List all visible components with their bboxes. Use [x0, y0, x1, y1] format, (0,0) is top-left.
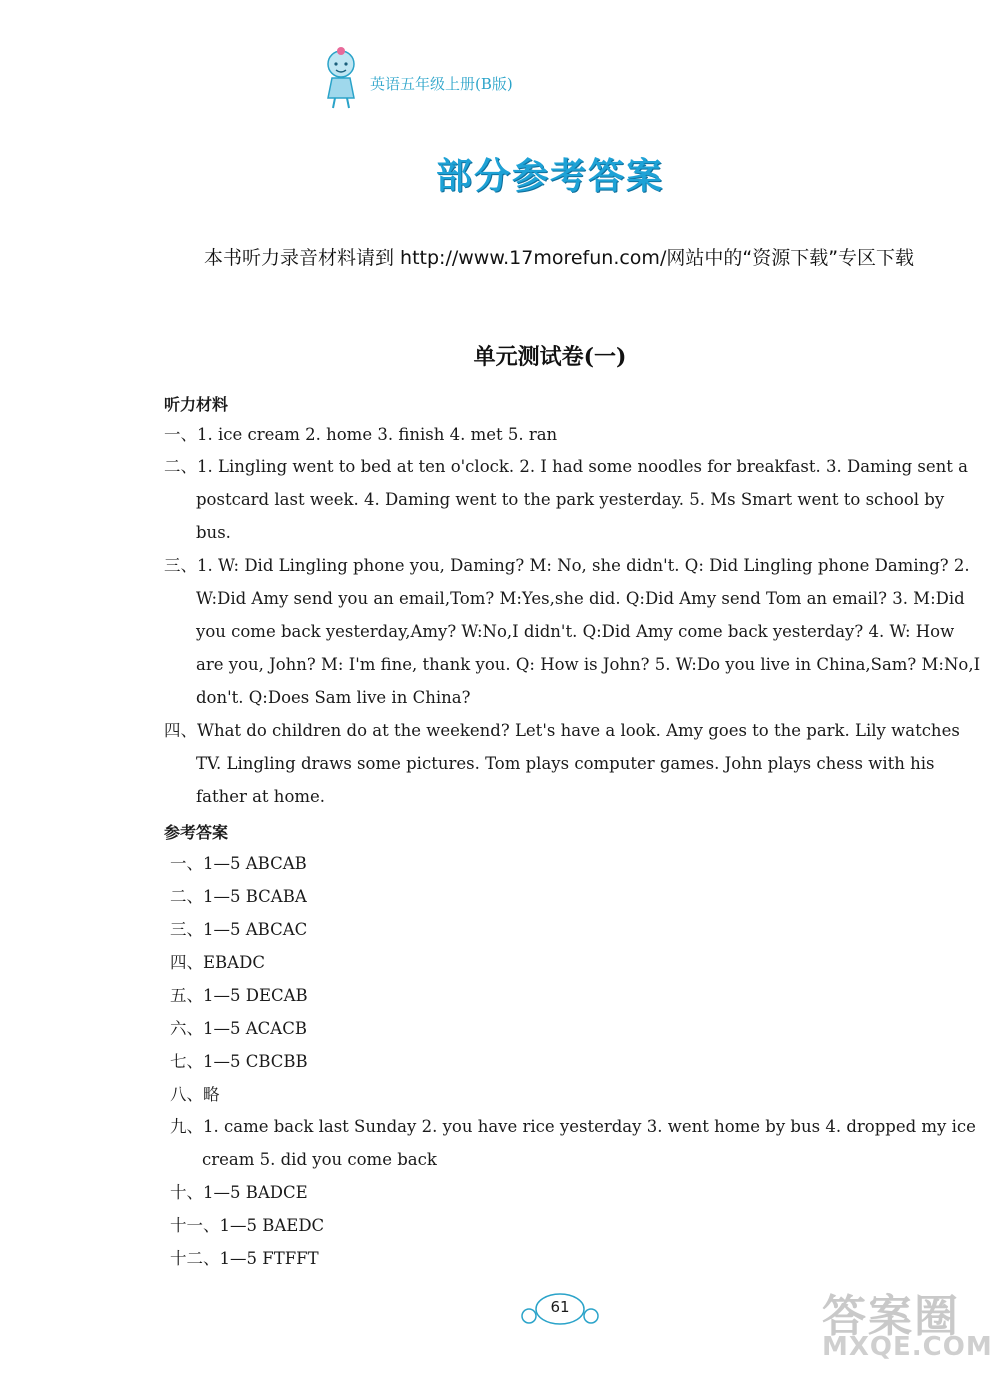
answer-text: 1—5 DECAB	[203, 986, 308, 1005]
site-watermark	[822, 1280, 992, 1370]
answer-row	[170, 1050, 308, 1074]
item-number: 三、	[164, 556, 197, 575]
watermark-logo-text: 答案圈	[822, 1291, 960, 1342]
answer-number: 十二、	[170, 1249, 220, 1268]
answer-text: 1—5 ABCAB	[203, 854, 307, 873]
answer-number: 四、	[170, 953, 203, 972]
answer-row	[170, 984, 308, 1008]
answer-row	[170, 885, 307, 909]
answer-number: 六、	[170, 1019, 203, 1038]
page-number: 61	[550, 1298, 570, 1316]
answer-text: 1—5 CBCBB	[203, 1052, 308, 1071]
answer-text: 1—5 BAEDC	[219, 1216, 325, 1235]
answer-row	[170, 852, 307, 876]
listening-label: 听力材料	[164, 395, 229, 414]
answer-text: 略	[203, 1085, 220, 1104]
answer-row	[170, 1017, 307, 1041]
answer-number: 一、	[170, 854, 203, 873]
answer-number: 三、	[170, 920, 203, 939]
item-text: 1. Lingling went to bed at ten o'clock. 2. I had some noodles for breakfast. 3. Daming sent a postcard last week. 4. Daming went to the park yesterday. 5. Ms Smart went to school by bus.	[196, 457, 968, 542]
answer-number: 五、	[170, 986, 203, 1005]
answer-row	[170, 951, 265, 975]
answers-label: 参考答案	[164, 823, 229, 842]
girl-mascot-icon	[318, 42, 364, 110]
answer-row	[170, 918, 307, 942]
page-header	[318, 42, 513, 110]
listening-item	[164, 714, 981, 813]
item-text: What do children do at the weekend? Let's have a look. Amy goes to the park. Lily watches TV. Lingling draws some pictures. Tom plays computer games. John plays chess with his father at home.	[196, 721, 960, 806]
answer-number: 八、	[170, 1085, 203, 1104]
answer-text: 1—5 ACACB	[203, 1019, 307, 1038]
item-text: 1. W: Did Lingling phone you, Daming? M: No, she didn't. Q: Did Lingling phone Daming? 2. W:Did Amy send you an email,Tom? M:Yes,she did. Q:Did Amy send Tom an email? 3. M:Did you come back yesterday,Amy? W:No,I didn't. Q:Did Amy come back yesterday? 4. W: How are you, John? M: I'm fine, thank you. Q: How is John? 5. W:Do you live in China,Sam? M:No,I don't. Q:Does Sam live in China?	[196, 556, 981, 707]
listening-item	[164, 418, 981, 451]
answer-number: 十、	[170, 1183, 203, 1202]
answer-text: 1—5 BADCE	[203, 1183, 308, 1202]
page-number-badge	[520, 1292, 600, 1326]
item-text: 1. ice cream 2. home 3. finish 4. met 5. ran	[197, 425, 558, 444]
unit-title: 单元测试卷(一)	[473, 344, 627, 370]
item-number: 二、	[164, 457, 197, 476]
listening-item	[164, 450, 981, 549]
answer-number: 九、	[170, 1117, 203, 1136]
answer-row	[170, 1181, 308, 1205]
answer-row	[170, 1110, 982, 1176]
item-number: 四、	[164, 721, 197, 740]
item-number: 一、	[164, 425, 197, 444]
answer-row	[170, 1247, 319, 1271]
answer-number: 十一、	[170, 1216, 220, 1235]
book-title: 英语五年级上册(B版)	[370, 75, 513, 93]
download-notice: 本书听力录音材料请到 http://www.17morefun.com/网站中的“资源下载”专区下载	[204, 247, 915, 269]
answer-number: 七、	[170, 1052, 203, 1071]
listening-item	[164, 549, 981, 714]
answer-row	[170, 1083, 220, 1107]
answer-text: 1—5 ABCAC	[203, 920, 308, 939]
answer-text: EBADC	[203, 953, 265, 972]
page-title: 部分参考答案	[435, 156, 664, 197]
answer-text: 1—5 BCABA	[203, 887, 307, 906]
answer-row	[170, 1214, 324, 1238]
answer-number: 二、	[170, 887, 203, 906]
watermark-domain: MXQE.COM	[822, 1332, 993, 1362]
answer-text: 1. came back last Sunday 2. you have rice yesterday 3. went home by bus 4. dropped my ice cream 5. did you come back	[202, 1117, 976, 1169]
answer-text: 1—5 FTFFT	[219, 1249, 319, 1268]
